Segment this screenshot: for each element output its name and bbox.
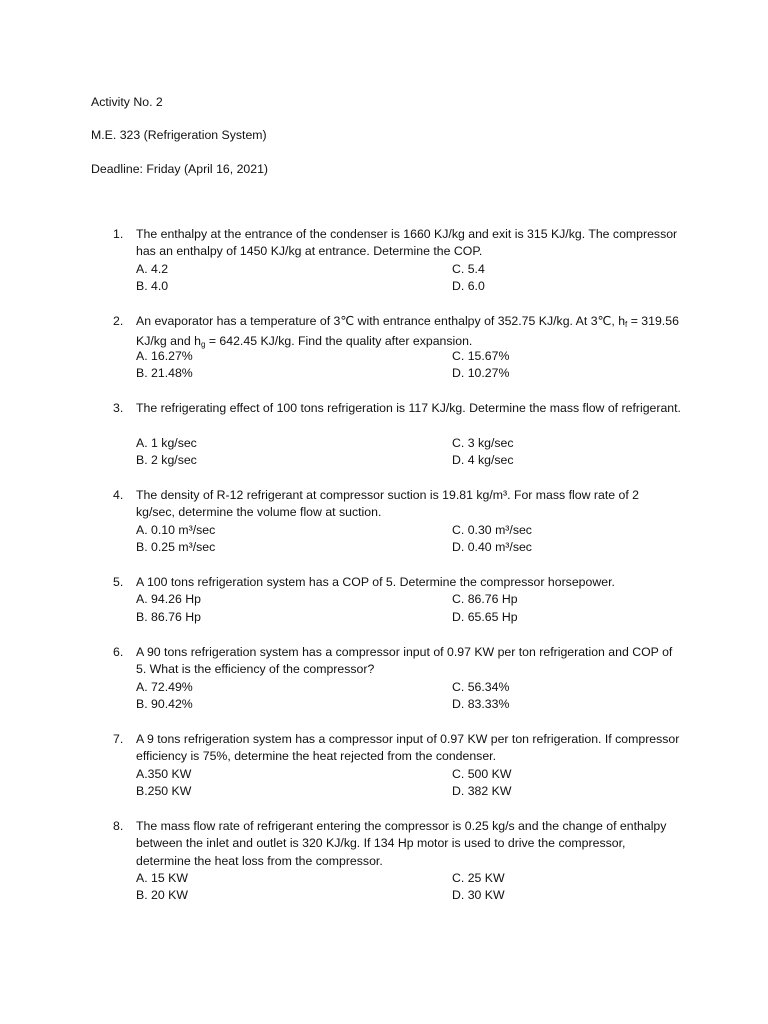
- choice-d: D. 83.33%: [452, 697, 510, 712]
- question-text: The density of R-12 refrigerant at compressor suction is 19.81 kg/m³. For mass flow rate of 2 kg/sec, determine the volume flow at suction.: [136, 488, 640, 520]
- choice-b: B. 2 kg/sec: [136, 453, 197, 468]
- answer-choices: [136, 870, 681, 906]
- question-number: 8.: [113, 819, 124, 833]
- course-title: M.E. 323 (Refrigeration System): [91, 128, 267, 142]
- choice-a: A.350 KW: [136, 767, 192, 781]
- answer-choices: [136, 591, 681, 627]
- answer-choices: [136, 435, 681, 471]
- choice-d: D. 6.0: [452, 279, 485, 294]
- answer-choices: [136, 348, 681, 384]
- choice-b: B.250 KW: [136, 784, 192, 799]
- answer-choices: [136, 679, 681, 715]
- choice-a: A. 72.49%: [136, 680, 193, 694]
- choice-b: B. 4.0: [136, 279, 169, 294]
- choice-d: D. 4 kg/sec: [452, 453, 514, 468]
- choice-d: D. 0.40 m³/sec: [452, 540, 532, 555]
- choice-b: B. 21.48%: [136, 366, 193, 381]
- choice-c: C. 500 KW: [452, 767, 512, 781]
- choice-a: A. 0.10 m³/sec: [136, 523, 216, 537]
- choice-c: C. 86.76 Hp: [452, 592, 518, 607]
- choice-c: C. 5.4: [452, 262, 485, 276]
- choice-d: D. 65.65 Hp: [452, 609, 518, 624]
- choice-c: C. 15.67%: [452, 349, 510, 363]
- choice-b: B. 0.25 m³/sec: [136, 540, 216, 555]
- question-text: A 90 tons refrigeration system has a compressor input of 0.97 KW per ton refrigeration and COP of 5. What is the efficiency of the compressor?: [136, 645, 673, 677]
- choice-a: A. 15 KW: [136, 871, 188, 885]
- choice-c: C. 0.30 m³/sec: [452, 523, 532, 537]
- choice-c: C. 56.34%: [452, 680, 510, 694]
- question-number: 7.: [113, 732, 124, 746]
- question-text: An evaporator has a temperature of 3℃ with entrance enthalpy of 352.75 KJ/kg. At 3℃, $h_f = 319.56$ KJ/kg and $h_g = 642.45$ KJ/kg. Find the quality after expansion.: [136, 314, 679, 350]
- choice-a: A. 4.2: [136, 262, 169, 276]
- answer-choices: [136, 766, 681, 802]
- choice-d: D. 382 KW: [452, 784, 512, 799]
- choice-a: A. 1 kg/sec: [136, 436, 197, 450]
- answer-choices: [136, 522, 681, 558]
- choice-c: C. 3 kg/sec: [452, 436, 514, 450]
- deadline-text: Deadline: Friday (April 16, 2021): [91, 162, 269, 176]
- activity-title: Activity No. 2: [91, 95, 163, 109]
- question-number: 4.: [113, 488, 124, 502]
- choice-d: D. 30 KW: [452, 888, 505, 903]
- choice-c: C. 25 KW: [452, 871, 505, 885]
- choice-b: B. 20 KW: [136, 888, 188, 903]
- question-number: 5.: [113, 575, 124, 589]
- question-text: The mass flow rate of refrigerant entering the compressor is 0.25 kg/s and the change of enthalpy between the inlet and outlet is 320 KJ/kg. If 134 Hp motor is used to drive the compressor, determine the heat loss from the compressor.: [136, 819, 667, 868]
- choice-a: A. 16.27%: [136, 349, 193, 363]
- answer-choices: [136, 261, 681, 297]
- question-text: A 9 tons refrigeration system has a compressor input of 0.97 KW per ton refrigeration. If compressor efficiency is 75%, determine the heat rejected from the condenser.: [136, 732, 680, 764]
- question-number: 6.: [113, 645, 124, 659]
- choice-b: B. 90.42%: [136, 697, 193, 712]
- question-text: The refrigerating effect of 100 tons refrigeration is 117 KJ/kg. Determine the mass flow of refrigerant.: [136, 401, 681, 415]
- question-number: 3.: [113, 401, 124, 415]
- choice-b: B. 86.76 Hp: [136, 609, 201, 624]
- question-number: 2.: [113, 314, 124, 328]
- question-text: The enthalpy at the entrance of the condenser is 1660 KJ/kg and exit is 315 KJ/kg. The compressor has an enthalpy of 1450 KJ/kg at entrance. Determine the COP.: [136, 227, 678, 259]
- question-text: A 100 tons refrigeration system has a COP of 5. Determine the compressor horsepower.: [136, 575, 615, 589]
- question-number: 1.: [113, 227, 124, 241]
- choice-d: D. 10.27%: [452, 366, 510, 381]
- choice-a: A. 94.26 Hp: [136, 592, 201, 607]
